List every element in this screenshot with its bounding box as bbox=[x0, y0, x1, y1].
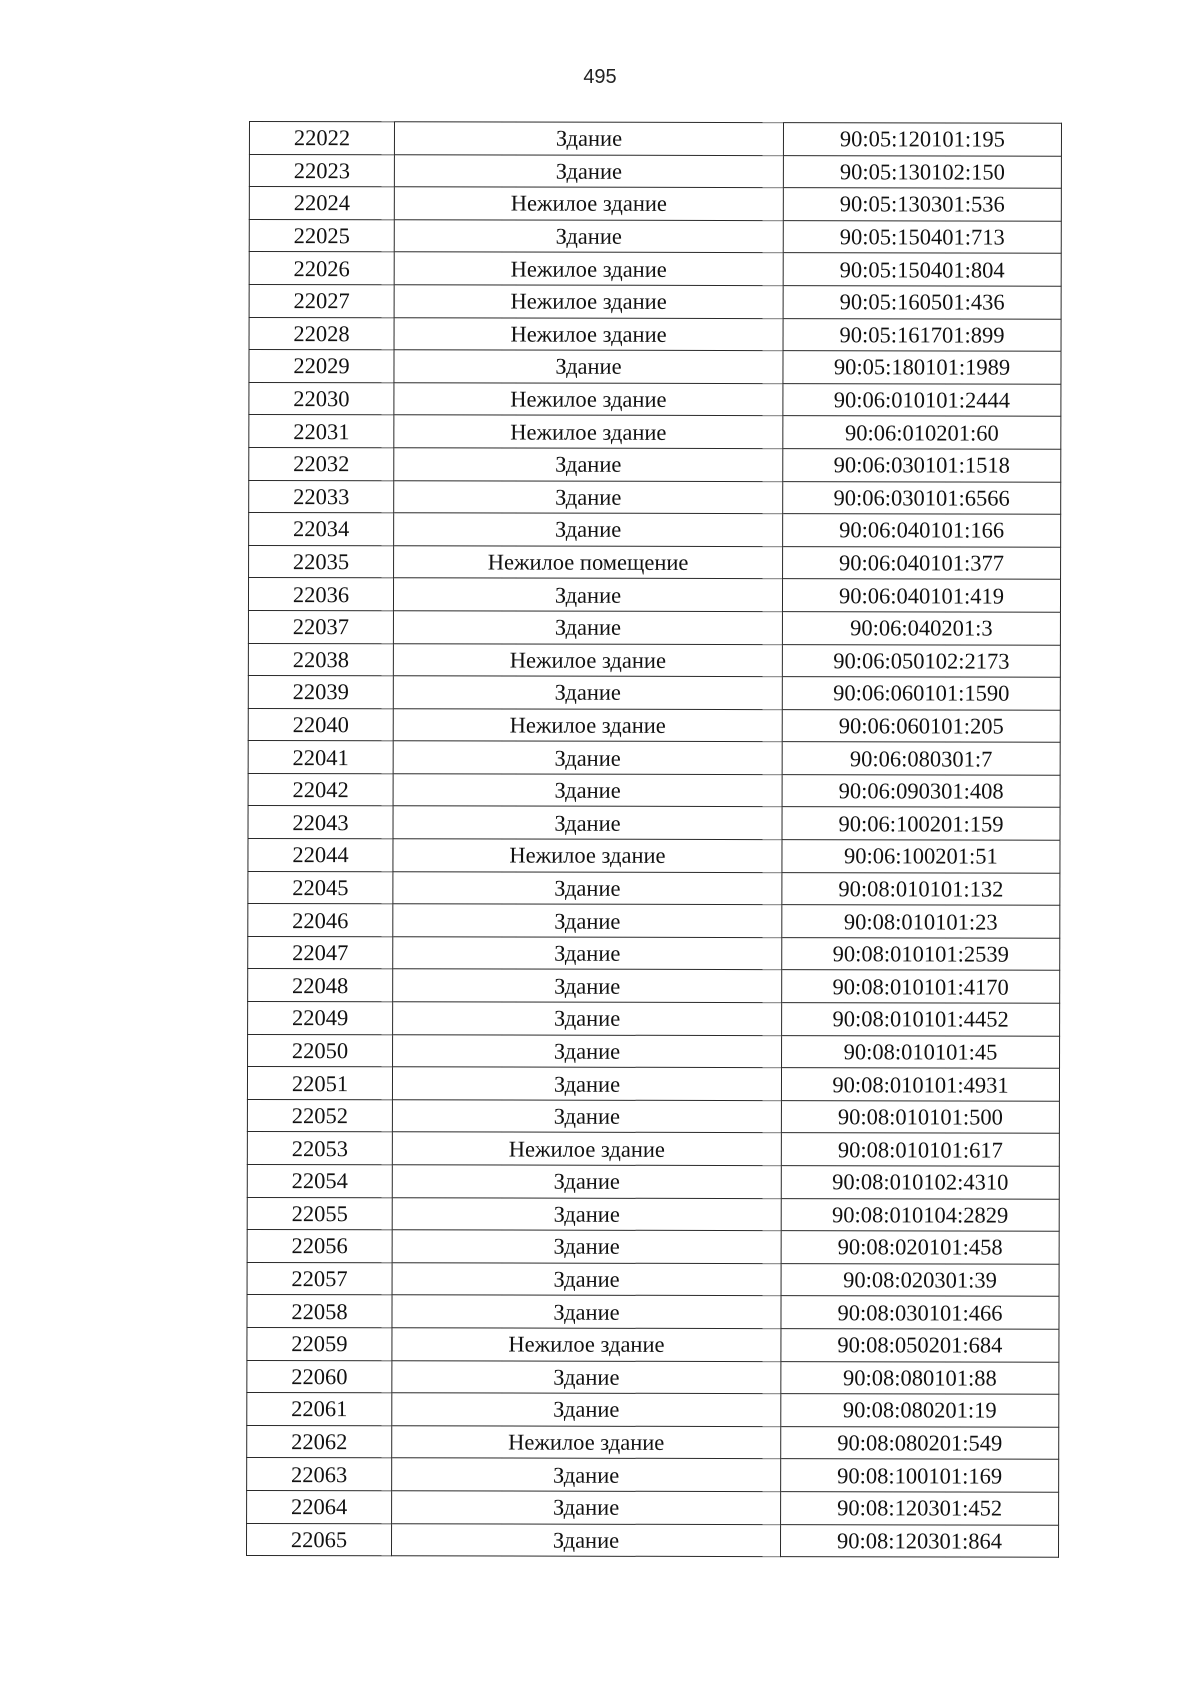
table-row bbox=[249, 350, 1061, 384]
object-type-cell: Здание bbox=[394, 122, 783, 155]
object-type-cell: Нежилое здание bbox=[394, 317, 783, 350]
table-row bbox=[247, 1360, 1059, 1394]
object-type-cell: Здание bbox=[392, 1295, 781, 1328]
cadastral-number-cell: 90:05:150401:713 bbox=[783, 220, 1061, 253]
object-type-cell: Здание bbox=[393, 676, 782, 709]
row-number-cell: 22032 bbox=[249, 447, 394, 480]
cadastral-number-cell: 90:06:040201:3 bbox=[782, 612, 1060, 645]
table-row bbox=[248, 708, 1060, 742]
object-type-cell: Нежилое здание bbox=[392, 1426, 781, 1459]
table-row bbox=[247, 1425, 1059, 1459]
table-row bbox=[248, 676, 1060, 710]
cadastral-number-cell: 90:06:010201:60 bbox=[783, 416, 1061, 449]
object-type-cell: Здание bbox=[392, 1263, 781, 1296]
table-row bbox=[246, 1523, 1058, 1557]
table-row bbox=[249, 513, 1061, 547]
table-row bbox=[248, 1034, 1060, 1068]
cadastral-number-cell: 90:05:150401:804 bbox=[783, 253, 1061, 286]
cadastral-number-cell: 90:08:010101:500 bbox=[781, 1100, 1059, 1133]
object-type-cell: Нежилое здание bbox=[393, 708, 782, 741]
row-number-cell: 22051 bbox=[247, 1067, 392, 1100]
row-number-cell: 22022 bbox=[249, 122, 394, 155]
table-row bbox=[249, 382, 1061, 416]
table-row bbox=[249, 284, 1061, 318]
cadastral-number-cell: 90:06:100201:159 bbox=[782, 807, 1060, 840]
cadastral-number-cell: 90:05:120101:195 bbox=[783, 123, 1061, 156]
object-type-cell: Нежилое здание bbox=[392, 1132, 781, 1165]
cadastral-number-cell: 90:06:090301:408 bbox=[782, 774, 1060, 807]
object-type-cell: Нежилое здание bbox=[392, 1328, 781, 1361]
table-row bbox=[247, 1295, 1059, 1329]
table-row bbox=[247, 1132, 1059, 1166]
table-row bbox=[249, 480, 1061, 514]
table-row bbox=[249, 317, 1061, 351]
cadastral-number-cell: 90:06:040101:377 bbox=[783, 546, 1061, 579]
row-number-cell: 22063 bbox=[247, 1458, 392, 1491]
row-number-cell: 22048 bbox=[248, 969, 393, 1002]
object-type-cell: Здание bbox=[393, 806, 782, 839]
row-number-cell: 22033 bbox=[249, 480, 394, 513]
table-row bbox=[248, 806, 1060, 840]
object-type-cell: Здание bbox=[392, 1100, 781, 1133]
cadastral-number-cell: 90:08:010102:4310 bbox=[781, 1166, 1059, 1199]
cadastral-number-cell: 90:08:080201:549 bbox=[781, 1426, 1059, 1459]
object-type-cell: Здание bbox=[393, 969, 782, 1002]
object-type-cell: Здание bbox=[392, 1360, 781, 1393]
table-row bbox=[247, 1262, 1059, 1296]
object-type-cell: Здание bbox=[393, 937, 782, 970]
object-type-cell: Здание bbox=[394, 513, 783, 546]
row-number-cell: 22028 bbox=[249, 317, 394, 350]
table-row bbox=[249, 187, 1061, 221]
table-row bbox=[248, 741, 1060, 775]
object-type-cell: Здание bbox=[392, 1067, 781, 1100]
cadastral-number-cell: 90:08:020101:458 bbox=[781, 1231, 1059, 1264]
table-row bbox=[247, 1490, 1059, 1524]
cadastral-number-cell: 90:08:010101:617 bbox=[781, 1133, 1059, 1166]
cadastral-number-cell: 90:05:180101:1989 bbox=[783, 351, 1061, 384]
row-number-cell: 22049 bbox=[248, 1002, 393, 1035]
table-row bbox=[248, 610, 1060, 644]
row-number-cell: 22040 bbox=[248, 708, 393, 741]
object-type-cell: Нежилое помещение bbox=[394, 546, 783, 579]
object-type-cell: Здание bbox=[392, 1491, 781, 1524]
row-number-cell: 22035 bbox=[249, 545, 394, 578]
registry-body bbox=[246, 122, 1061, 1558]
table-row bbox=[249, 545, 1061, 579]
table-row bbox=[249, 122, 1061, 156]
object-type-cell: Нежилое здание bbox=[394, 285, 783, 318]
object-type-cell: Здание bbox=[393, 1002, 782, 1035]
cadastral-number-cell: 90:06:040101:419 bbox=[782, 579, 1060, 612]
object-type-cell: Здание bbox=[391, 1523, 780, 1556]
cadastral-number-cell: 90:06:060101:1590 bbox=[782, 677, 1060, 710]
row-number-cell: 22061 bbox=[247, 1393, 392, 1426]
row-number-cell: 22041 bbox=[248, 741, 393, 774]
cadastral-number-cell: 90:06:030101:1518 bbox=[783, 449, 1061, 482]
table-row bbox=[249, 154, 1061, 188]
row-number-cell: 22047 bbox=[248, 936, 393, 969]
row-number-cell: 22053 bbox=[247, 1132, 392, 1165]
cadastral-number-cell: 90:08:100101:169 bbox=[781, 1459, 1059, 1492]
cadastral-number-cell: 90:08:010101:23 bbox=[782, 905, 1060, 938]
row-number-cell: 22052 bbox=[247, 1099, 392, 1132]
table-row bbox=[248, 643, 1060, 677]
cadastral-number-cell: 90:06:040101:166 bbox=[783, 514, 1061, 547]
object-type-cell: Здание bbox=[393, 741, 782, 774]
object-type-cell: Здание bbox=[392, 1230, 781, 1263]
object-type-cell: Здание bbox=[392, 1165, 781, 1198]
cadastral-number-cell: 90:08:080201:19 bbox=[781, 1394, 1059, 1427]
table-row bbox=[248, 904, 1060, 938]
row-number-cell: 22064 bbox=[247, 1490, 392, 1523]
table-row bbox=[249, 219, 1061, 253]
table-row bbox=[248, 578, 1060, 612]
object-type-cell: Здание bbox=[393, 611, 782, 644]
cadastral-number-cell: 90:08:010101:45 bbox=[782, 1035, 1060, 1068]
row-number-cell: 22059 bbox=[247, 1327, 392, 1360]
table-row bbox=[247, 1458, 1059, 1492]
cadastral-number-cell: 90:06:010101:2444 bbox=[783, 383, 1061, 416]
table-row bbox=[247, 1327, 1059, 1361]
object-type-cell: Нежилое здание bbox=[394, 252, 783, 285]
object-type-cell: Нежилое здание bbox=[393, 643, 782, 676]
cadastral-number-cell: 90:08:010101:132 bbox=[782, 872, 1060, 905]
row-number-cell: 22044 bbox=[248, 839, 393, 872]
row-number-cell: 22045 bbox=[248, 871, 393, 904]
table-row bbox=[248, 773, 1060, 807]
cadastral-number-cell: 90:05:161701:899 bbox=[783, 318, 1061, 351]
object-type-cell: Здание bbox=[394, 154, 783, 187]
object-type-cell: Нежилое здание bbox=[394, 383, 783, 416]
object-type-cell: Здание bbox=[394, 350, 783, 383]
row-number-cell: 22031 bbox=[249, 415, 394, 448]
table-row bbox=[248, 1002, 1060, 1036]
row-number-cell: 22036 bbox=[248, 578, 393, 611]
cadastral-number-cell: 90:06:100201:51 bbox=[782, 840, 1060, 873]
cadastral-number-cell: 90:08:010101:4452 bbox=[782, 1003, 1060, 1036]
row-number-cell: 22029 bbox=[249, 350, 394, 383]
row-number-cell: 22065 bbox=[246, 1523, 391, 1556]
cadastral-number-cell: 90:08:010101:4931 bbox=[781, 1068, 1059, 1101]
row-number-cell: 22025 bbox=[249, 219, 394, 252]
row-number-cell: 22056 bbox=[247, 1230, 392, 1263]
cadastral-number-cell: 90:05:130102:150 bbox=[783, 155, 1061, 188]
object-type-cell: Здание bbox=[392, 1393, 781, 1426]
row-number-cell: 22054 bbox=[247, 1164, 392, 1197]
row-number-cell: 22055 bbox=[247, 1197, 392, 1230]
object-type-cell: Нежилое здание bbox=[394, 187, 783, 220]
cadastral-number-cell: 90:08:030101:466 bbox=[781, 1296, 1059, 1329]
row-number-cell: 22039 bbox=[248, 676, 393, 709]
cadastral-number-cell: 90:08:080101:88 bbox=[781, 1361, 1059, 1394]
row-number-cell: 22043 bbox=[248, 806, 393, 839]
cadastral-number-cell: 90:08:120301:452 bbox=[781, 1492, 1059, 1525]
row-number-cell: 22046 bbox=[248, 904, 393, 937]
cadastral-number-cell: 90:08:010104:2829 bbox=[781, 1198, 1059, 1231]
object-type-cell: Здание bbox=[392, 1458, 781, 1491]
table-row bbox=[247, 1230, 1059, 1264]
table-row bbox=[249, 252, 1061, 286]
cadastral-number-cell: 90:06:030101:6566 bbox=[783, 481, 1061, 514]
object-type-cell: Здание bbox=[394, 220, 783, 253]
row-number-cell: 22058 bbox=[247, 1295, 392, 1328]
row-number-cell: 22027 bbox=[249, 284, 394, 317]
cadastral-number-cell: 90:05:130301:536 bbox=[783, 188, 1061, 221]
cadastral-number-cell: 90:08:050201:684 bbox=[781, 1329, 1059, 1362]
table-row bbox=[247, 1067, 1059, 1101]
row-number-cell: 22023 bbox=[249, 154, 394, 187]
object-type-cell: Здание bbox=[393, 774, 782, 807]
cadastral-number-cell: 90:06:080301:7 bbox=[782, 742, 1060, 775]
property-registry-table bbox=[246, 121, 1062, 1558]
row-number-cell: 22024 bbox=[249, 187, 394, 220]
row-number-cell: 22038 bbox=[248, 643, 393, 676]
row-number-cell: 22060 bbox=[247, 1360, 392, 1393]
cadastral-number-cell: 90:05:160501:436 bbox=[783, 286, 1061, 319]
object-type-cell: Здание bbox=[393, 1034, 782, 1067]
object-type-cell: Здание bbox=[392, 1197, 781, 1230]
object-type-cell: Здание bbox=[394, 448, 783, 481]
object-type-cell: Здание bbox=[394, 480, 783, 513]
cadastral-number-cell: 90:06:060101:205 bbox=[782, 709, 1060, 742]
object-type-cell: Нежилое здание bbox=[394, 415, 783, 448]
object-type-cell: Здание bbox=[393, 871, 782, 904]
table-row bbox=[247, 1164, 1059, 1198]
cadastral-number-cell: 90:08:120301:864 bbox=[780, 1524, 1058, 1557]
row-number-cell: 22050 bbox=[248, 1034, 393, 1067]
row-number-cell: 22030 bbox=[249, 382, 394, 415]
table-row bbox=[247, 1393, 1059, 1427]
row-number-cell: 22026 bbox=[249, 252, 394, 285]
table-row bbox=[248, 871, 1060, 905]
table-row bbox=[248, 936, 1060, 970]
table-row bbox=[247, 1099, 1059, 1133]
table-row bbox=[248, 969, 1060, 1003]
row-number-cell: 22042 bbox=[248, 773, 393, 806]
table-row bbox=[247, 1197, 1059, 1231]
object-type-cell: Здание bbox=[393, 904, 782, 937]
table-row bbox=[249, 415, 1061, 449]
cadastral-number-cell: 90:08:020301:39 bbox=[781, 1263, 1059, 1296]
row-number-cell: 22037 bbox=[248, 610, 393, 643]
page-number: 495 bbox=[583, 66, 617, 88]
object-type-cell: Нежилое здание bbox=[393, 839, 782, 872]
cadastral-number-cell: 90:06:050102:2173 bbox=[782, 644, 1060, 677]
row-number-cell: 22062 bbox=[247, 1425, 392, 1458]
table-row bbox=[249, 447, 1061, 481]
cadastral-number-cell: 90:08:010101:2539 bbox=[782, 937, 1060, 970]
object-type-cell: Здание bbox=[393, 578, 782, 611]
cadastral-number-cell: 90:08:010101:4170 bbox=[782, 970, 1060, 1003]
row-number-cell: 22057 bbox=[247, 1262, 392, 1295]
row-number-cell: 22034 bbox=[249, 513, 394, 546]
table-row bbox=[248, 839, 1060, 873]
